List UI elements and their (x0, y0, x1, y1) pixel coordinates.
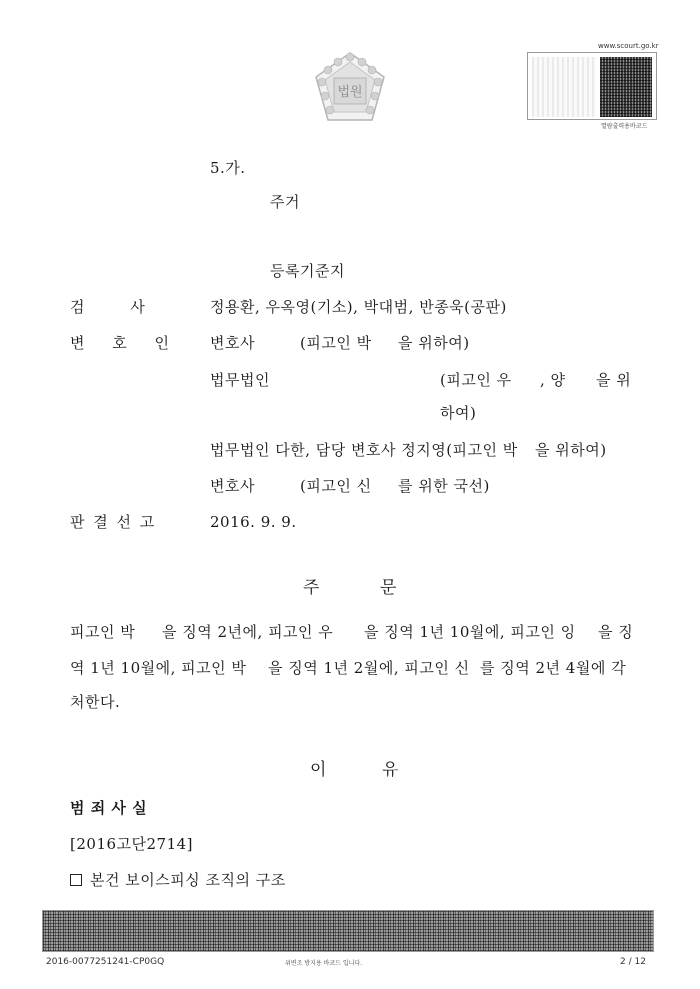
document-id: 2016-0077251241-CP0GQ (46, 957, 165, 967)
barcode-caption: 열람출력용바코드 (601, 123, 648, 130)
disposition-title-a: 주 (303, 578, 320, 598)
verdict-date-label: 판 결 선 고 (70, 513, 155, 531)
criminal-facts-heading: 범 죄 사 실 (70, 799, 148, 817)
disposition-line-2c: 를 징역 2년 4월에 각 (480, 659, 627, 677)
defense-line-4c: 를 위한 국선) (398, 477, 490, 495)
barcode-note: 위변조 방지용 바코드 입니다. (285, 960, 363, 967)
anti-forgery-barcode-strip (42, 910, 654, 952)
defense-line-2a: 법무법인 (210, 371, 270, 389)
reasons-title-b: 유 (382, 760, 399, 780)
disposition-line-2b: 을 징역 1년 2월에, 피고인 신 (268, 659, 470, 677)
disposition-title-b: 문 (380, 578, 397, 598)
defense-line-1b: (피고인 박 (300, 334, 372, 352)
disposition-line-1d: 을 징 (598, 623, 634, 641)
seal-lettering: 법원 (337, 85, 363, 100)
prosecutor-label: 검 사 (70, 298, 146, 316)
defense-line-2b: (피고인 우 (440, 371, 512, 389)
defense-line-3b: 을 위하여) (535, 441, 607, 459)
section-item-text: 본건 보이스피싱 조직의 구조 (90, 871, 286, 889)
square-bullet-icon (70, 874, 82, 886)
defense-line-2c: , 양 (540, 371, 566, 389)
case-number: [2016고단2714] (70, 835, 194, 853)
disposition-line-1b: 을 징역 2년에, 피고인 우 (162, 623, 334, 641)
defense-line-2e: 하여) (440, 404, 477, 422)
prosecutor-names: 정용환, 우옥영(기소), 박대범, 반종욱(공판) (210, 298, 507, 316)
defense-line-4a: 변호사 (210, 477, 255, 495)
defense-line-1a: 변호사 (210, 334, 255, 352)
disposition-line-2a: 역 1년 10월에, 피고인 박 (70, 659, 247, 677)
section-heading-5: 5.가. (210, 159, 246, 177)
court-url: www.scourt.go.kr (598, 42, 659, 50)
defense-line-4b: (피고인 신 (300, 477, 372, 495)
defense-line-2d: 을 위 (596, 371, 632, 389)
disposition-line-3: 처한다. (70, 693, 121, 711)
print-barcode-box (527, 52, 657, 120)
page-number: 2 / 12 (620, 957, 646, 967)
reasons-title-a: 이 (310, 760, 327, 780)
defense-label: 변 호 인 (70, 334, 170, 352)
defense-line-1c: 을 위하여) (398, 334, 470, 352)
barcode-light-pattern (532, 57, 596, 117)
disposition-line-1a: 피고인 박 (70, 623, 136, 641)
section-item (70, 870, 286, 890)
defense-line-3a: 법무법인 다한, 담당 변호사 정지영(피고인 박 (210, 441, 518, 459)
barcode-2d-pattern (600, 57, 652, 117)
verdict-date: 2016. 9. 9. (210, 513, 297, 531)
disposition-line-1c: 을 징역 1년 10월에, 피고인 잉 (364, 623, 576, 641)
court-seal-emblem (312, 50, 388, 126)
residence-label: 주거 (270, 193, 300, 211)
registry-label: 등록기준지 (270, 262, 345, 280)
